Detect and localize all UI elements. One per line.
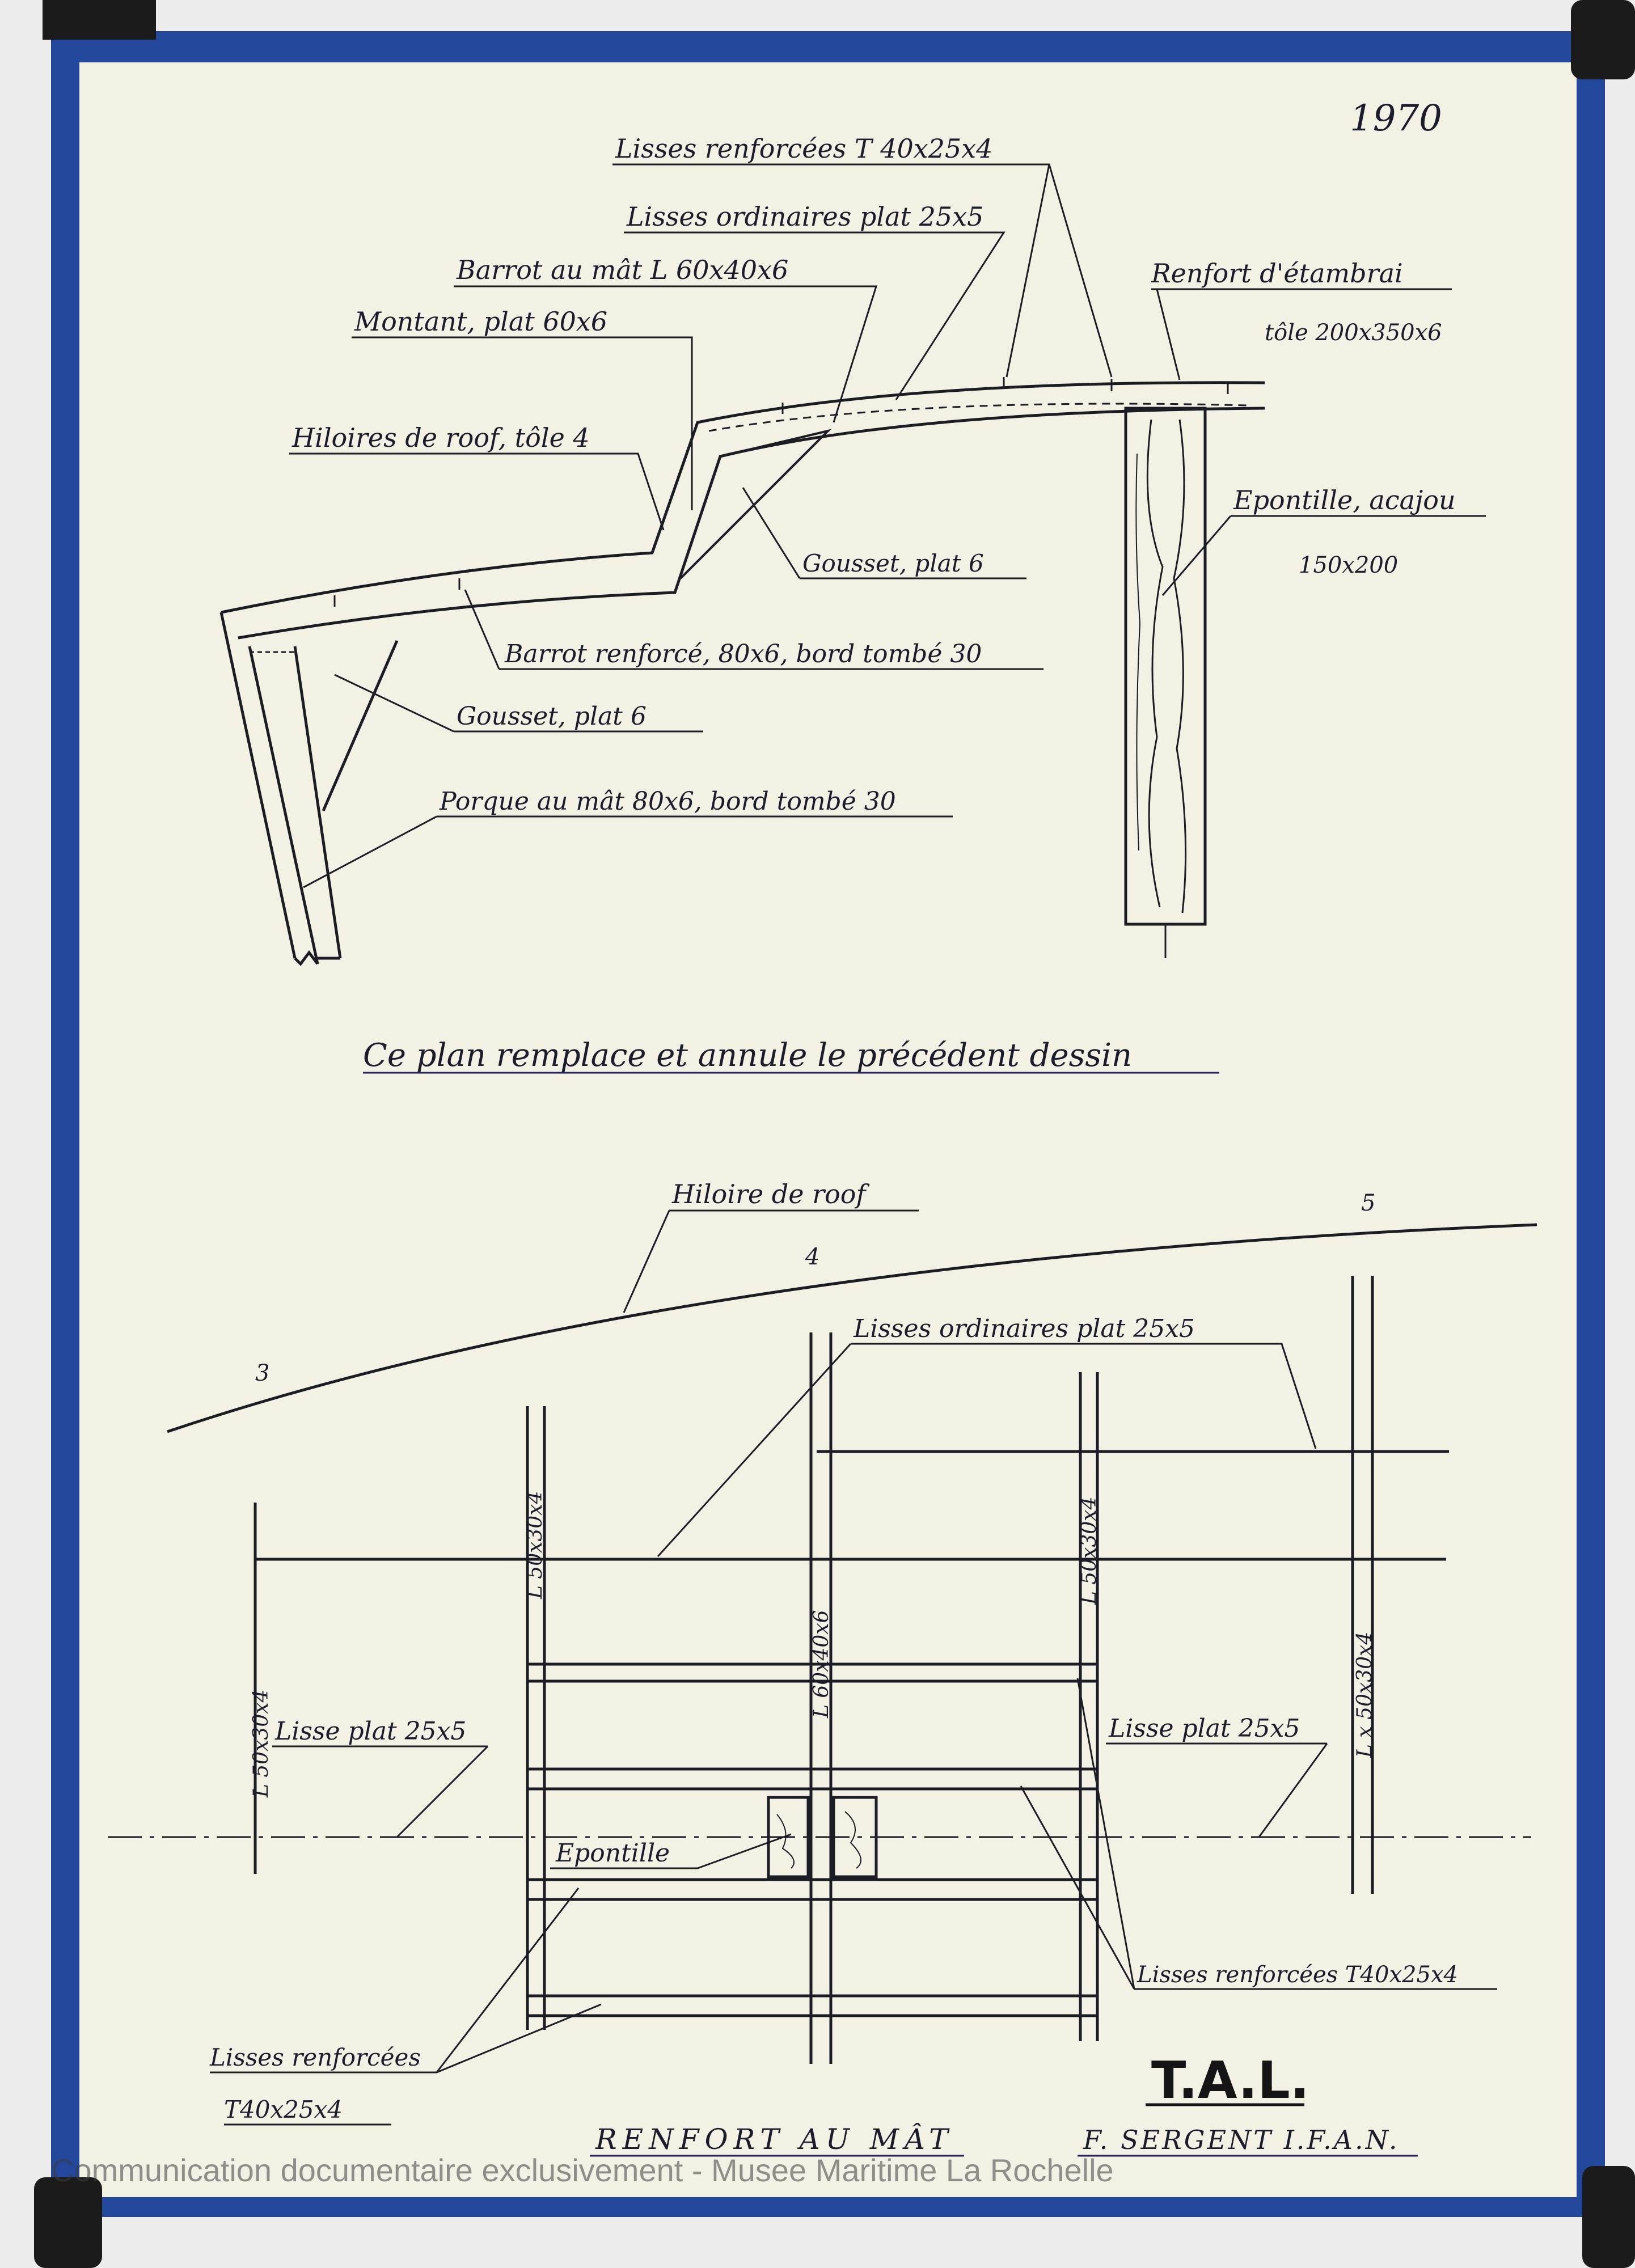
label-montant: Montant, plat 60x6 (354, 306, 608, 337)
corner-clip-bottom-left (34, 2177, 102, 2268)
title-code: T.A.L. (1151, 2051, 1309, 2110)
label-gousset-upper: Gousset, plat 6 (802, 549, 984, 577)
sheet-number: 1970 (1350, 98, 1442, 139)
label-lisse-plat-right: Lisse plat 25x5 (1109, 1714, 1300, 1743)
label-epontille-dim: 150x200 (1299, 552, 1399, 578)
label-lisses-ordinaires-lower: Lisses ordinaires plat 25x5 (854, 1314, 1195, 1343)
frame-number-5: 5 (1361, 1190, 1376, 1216)
label-hiloire-de-roof: Hiloire de roof (672, 1179, 866, 1209)
label-gousset-lower: Gousset, plat 6 (457, 702, 647, 731)
label-renfort-etambrai: Renfort d'étambrai (1151, 258, 1403, 289)
watermark: Communication documentaire exclusivement - Musee Maritime La Rochelle (51, 2152, 1114, 2188)
note-replaces-previous: Ce plan remplace et annule le précédent dessin (363, 1037, 1133, 1074)
label-lisses-renforcees-left-dim: T40x25x4 (224, 2096, 343, 2123)
label-lisses-renforcees: Lisses renforcées T 40x25x4 (615, 133, 993, 164)
label-lisses-ordinaires: Lisses ordinaires plat 25x5 (627, 201, 984, 232)
label-barrot-renforce: Barrot renforcé, 80x6, bord tombé 30 (505, 640, 982, 668)
frame-number-3: 3 (255, 1360, 270, 1386)
label-hiloires-de-roof: Hiloires de roof, tôle 4 (292, 422, 590, 453)
label-lisses-renforcees-right: Lisses renforcées T40x25x4 (1137, 1962, 1458, 1988)
title-text: RENFORT AU MÂT (595, 2123, 954, 2156)
frame-number-4: 4 (805, 1244, 820, 1270)
label-lisses-renforcees-left: Lisses renforcées (210, 2043, 421, 2071)
vlabel-mid-left: L 50x30x4 (523, 1491, 547, 1599)
corner-clip-bottom-right (1582, 2166, 1635, 2268)
author: F. SERGENT I.F.A.N. (1083, 2125, 1400, 2155)
vlabel-center: L 60x40x6 (810, 1610, 833, 1718)
vlabel-far-left: L 50x30x4 (250, 1689, 273, 1797)
corner-clip-top-left (43, 0, 156, 40)
label-porque: Porque au mât 80x6, bord tombé 30 (440, 787, 896, 816)
label-epontille-lower: Epontille (556, 1839, 670, 1868)
vlabel-mid-right: L 50x30x4 (1078, 1496, 1101, 1605)
label-renfort-etambrai-dim: tôle 200x350x6 (1265, 320, 1442, 346)
label-epontille: Epontille, acajou (1233, 485, 1456, 515)
corner-clip-top-right (1571, 0, 1635, 79)
vlabel-far-right: L x 50x30x4 (1353, 1631, 1376, 1758)
label-lisse-plat-left: Lisse plat 25x5 (275, 1717, 467, 1746)
label-barrot-au-mat: Barrot au mât L 60x40x6 (457, 255, 789, 285)
